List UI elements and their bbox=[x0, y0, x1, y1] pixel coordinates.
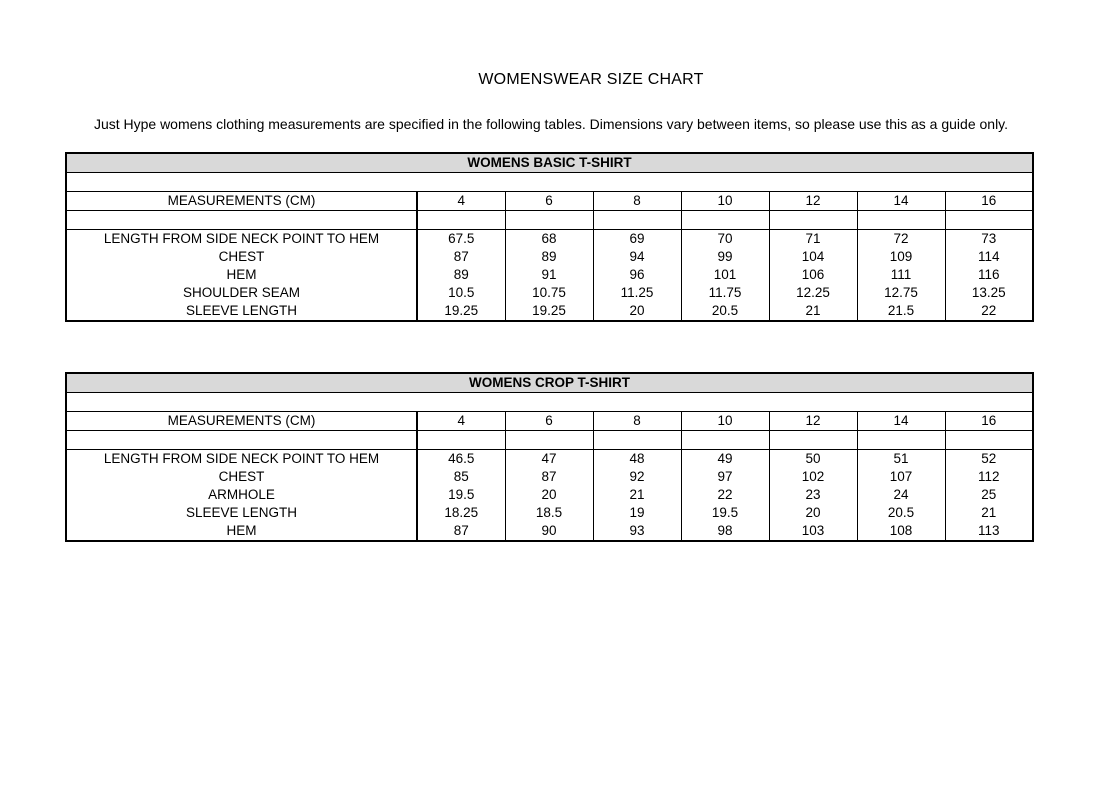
empty-cell bbox=[945, 431, 1033, 450]
measurement-value: 97 bbox=[681, 468, 769, 486]
empty-cell bbox=[681, 431, 769, 450]
measurement-value: 85 bbox=[417, 468, 505, 486]
measurement-value: 11.25 bbox=[593, 284, 681, 302]
measurement-value: 94 bbox=[593, 248, 681, 266]
empty-cell bbox=[769, 431, 857, 450]
measurement-value: 18.25 bbox=[417, 504, 505, 522]
measurements-header: MEASUREMENTS (CM) bbox=[66, 192, 417, 211]
measurement-value: 112 bbox=[945, 468, 1033, 486]
measurement-value: 48 bbox=[593, 450, 681, 469]
measurement-value: 101 bbox=[681, 266, 769, 284]
measurement-value: 92 bbox=[593, 468, 681, 486]
measurement-value: 107 bbox=[857, 468, 945, 486]
size-header: 6 bbox=[505, 192, 593, 211]
measurement-value: 22 bbox=[681, 486, 769, 504]
measurement-value: 19.5 bbox=[681, 504, 769, 522]
measurement-value: 116 bbox=[945, 266, 1033, 284]
measurement-value: 20 bbox=[593, 302, 681, 321]
spacer-row bbox=[66, 173, 1033, 192]
measurement-value: 104 bbox=[769, 248, 857, 266]
measurement-value: 106 bbox=[769, 266, 857, 284]
measurement-value: 87 bbox=[417, 522, 505, 541]
page-title: WOMENSWEAR SIZE CHART bbox=[478, 71, 704, 88]
measurement-label: SHOULDER SEAM bbox=[66, 284, 417, 302]
measurement-label: ARMHOLE bbox=[66, 486, 417, 504]
measurements-header: MEASUREMENTS (CM) bbox=[66, 412, 417, 431]
measurement-value: 90 bbox=[505, 522, 593, 541]
size-header: 10 bbox=[681, 192, 769, 211]
measurement-value: 109 bbox=[857, 248, 945, 266]
measurement-value: 89 bbox=[505, 248, 593, 266]
spacer-cell bbox=[66, 393, 1033, 412]
measurement-value: 21.5 bbox=[857, 302, 945, 321]
size-header: 12 bbox=[769, 192, 857, 211]
empty-cell bbox=[505, 431, 593, 450]
empty-cell bbox=[505, 211, 593, 230]
measurement-value: 50 bbox=[769, 450, 857, 469]
size-header: 12 bbox=[769, 412, 857, 431]
table-row bbox=[66, 284, 1033, 302]
measurement-label: SLEEVE LENGTH bbox=[66, 302, 417, 321]
size-header: 16 bbox=[945, 412, 1033, 431]
size-header: 16 bbox=[945, 192, 1033, 211]
measurement-value: 19 bbox=[593, 504, 681, 522]
table-row bbox=[66, 266, 1033, 284]
measurement-value: 46.5 bbox=[417, 450, 505, 469]
measurement-value: 52 bbox=[945, 450, 1033, 469]
spacer-cell bbox=[66, 173, 1033, 192]
measurement-value: 21 bbox=[593, 486, 681, 504]
measurement-value: 102 bbox=[769, 468, 857, 486]
measurement-value: 47 bbox=[505, 450, 593, 469]
size-header: 8 bbox=[593, 192, 681, 211]
measurement-label: CHEST bbox=[66, 248, 417, 266]
empty-cell bbox=[945, 211, 1033, 230]
size-header: 8 bbox=[593, 412, 681, 431]
measurement-value: 96 bbox=[593, 266, 681, 284]
measurement-value: 21 bbox=[945, 504, 1033, 522]
intro-text: Just Hype womens clothing measurements are specified in the following tables. Dimensions vary between items, so please use this as a guide only. bbox=[93, 116, 1009, 132]
table-row bbox=[66, 248, 1033, 266]
measurement-value: 10.5 bbox=[417, 284, 505, 302]
empty-cell bbox=[66, 211, 417, 230]
measurement-value: 19.25 bbox=[417, 302, 505, 321]
table-row bbox=[66, 468, 1033, 486]
size-header: 14 bbox=[857, 412, 945, 431]
table-title-row bbox=[66, 153, 1033, 173]
basic-tshirt-table bbox=[65, 152, 1034, 322]
measurement-value: 87 bbox=[417, 248, 505, 266]
measurement-value: 72 bbox=[857, 230, 945, 249]
measurement-value: 71 bbox=[769, 230, 857, 249]
size-header: 10 bbox=[681, 412, 769, 431]
crop-tshirt-table bbox=[65, 372, 1034, 542]
measurement-value: 70 bbox=[681, 230, 769, 249]
table-row bbox=[66, 230, 1033, 249]
measurement-value: 13.25 bbox=[945, 284, 1033, 302]
measurement-value: 89 bbox=[417, 266, 505, 284]
measurement-value: 19.5 bbox=[417, 486, 505, 504]
empty-cell bbox=[593, 211, 681, 230]
empty-row bbox=[66, 211, 1033, 230]
measurement-value: 19.25 bbox=[505, 302, 593, 321]
table-title-row bbox=[66, 373, 1033, 393]
size-header: 14 bbox=[857, 192, 945, 211]
header-row bbox=[66, 412, 1033, 431]
measurement-value: 99 bbox=[681, 248, 769, 266]
measurement-value: 18.5 bbox=[505, 504, 593, 522]
table-row bbox=[66, 522, 1033, 541]
measurement-value: 21 bbox=[769, 302, 857, 321]
measurement-value: 67.5 bbox=[417, 230, 505, 249]
measurement-value: 22 bbox=[945, 302, 1033, 321]
measurement-label: HEM bbox=[66, 522, 417, 541]
measurement-value: 69 bbox=[593, 230, 681, 249]
measurement-label: SLEEVE LENGTH bbox=[66, 504, 417, 522]
table-row bbox=[66, 302, 1033, 321]
size-header: 4 bbox=[417, 412, 505, 431]
size-header: 4 bbox=[417, 192, 505, 211]
empty-cell bbox=[857, 431, 945, 450]
empty-cell bbox=[593, 431, 681, 450]
measurement-value: 12.25 bbox=[769, 284, 857, 302]
header-row bbox=[66, 192, 1033, 211]
table-row bbox=[66, 504, 1033, 522]
table-title: WOMENS BASIC T-SHIRT bbox=[66, 153, 1033, 173]
measurement-value: 20.5 bbox=[681, 302, 769, 321]
table-row bbox=[66, 486, 1033, 504]
measurement-value: 68 bbox=[505, 230, 593, 249]
measurement-value: 93 bbox=[593, 522, 681, 541]
measurement-value: 10.75 bbox=[505, 284, 593, 302]
measurement-value: 12.75 bbox=[857, 284, 945, 302]
table-row bbox=[66, 450, 1033, 469]
measurement-value: 91 bbox=[505, 266, 593, 284]
measurement-label: CHEST bbox=[66, 468, 417, 486]
table-title: WOMENS CROP T-SHIRT bbox=[66, 373, 1033, 393]
measurement-value: 51 bbox=[857, 450, 945, 469]
measurement-value: 111 bbox=[857, 266, 945, 284]
measurement-label: LENGTH FROM SIDE NECK POINT TO HEM bbox=[66, 450, 417, 469]
measurement-value: 98 bbox=[681, 522, 769, 541]
measurement-value: 49 bbox=[681, 450, 769, 469]
measurement-value: 108 bbox=[857, 522, 945, 541]
measurement-value: 113 bbox=[945, 522, 1033, 541]
empty-cell bbox=[857, 211, 945, 230]
measurement-value: 114 bbox=[945, 248, 1033, 266]
measurement-label: HEM bbox=[66, 266, 417, 284]
measurement-value: 20 bbox=[505, 486, 593, 504]
empty-cell bbox=[417, 211, 505, 230]
empty-row bbox=[66, 431, 1033, 450]
spacer-row bbox=[66, 393, 1033, 412]
empty-cell bbox=[66, 431, 417, 450]
measurement-value: 73 bbox=[945, 230, 1033, 249]
size-header: 6 bbox=[505, 412, 593, 431]
measurement-value: 103 bbox=[769, 522, 857, 541]
measurement-value: 23 bbox=[769, 486, 857, 504]
measurement-value: 20 bbox=[769, 504, 857, 522]
measurement-value: 24 bbox=[857, 486, 945, 504]
measurement-value: 20.5 bbox=[857, 504, 945, 522]
measurement-label: LENGTH FROM SIDE NECK POINT TO HEM bbox=[66, 230, 417, 249]
measurement-value: 87 bbox=[505, 468, 593, 486]
empty-cell bbox=[417, 431, 505, 450]
empty-cell bbox=[769, 211, 857, 230]
measurement-value: 25 bbox=[945, 486, 1033, 504]
empty-cell bbox=[681, 211, 769, 230]
measurement-value: 11.75 bbox=[681, 284, 769, 302]
